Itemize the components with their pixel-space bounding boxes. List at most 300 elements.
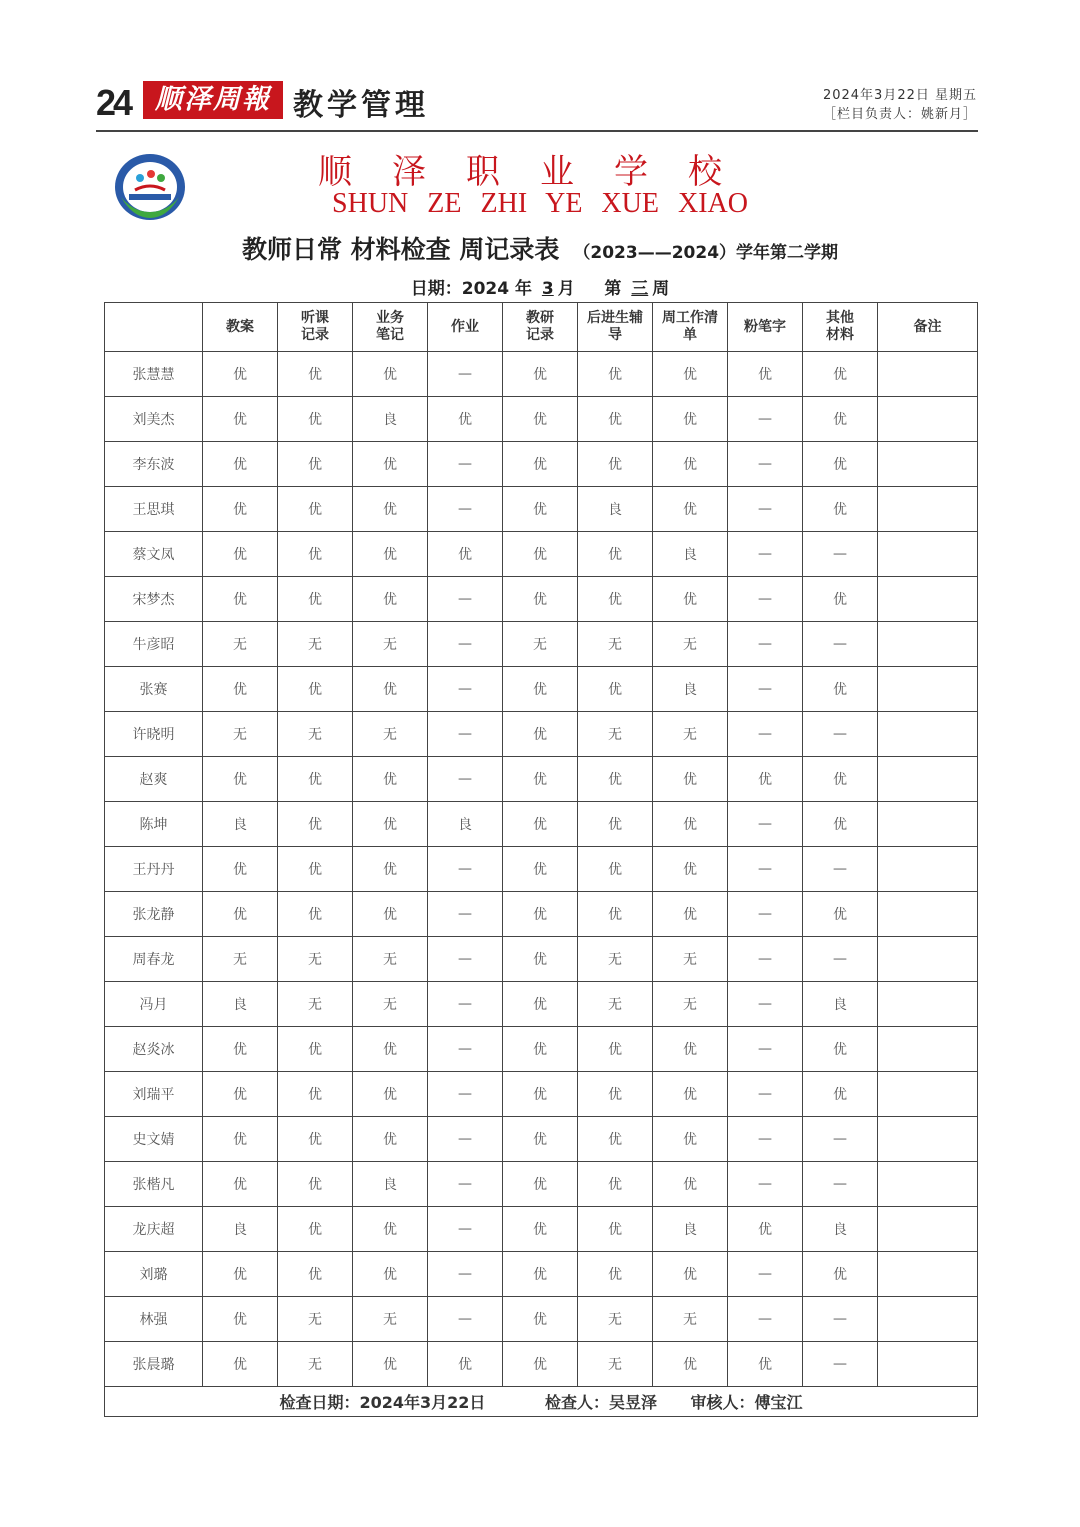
rating-cell: — — [728, 1162, 803, 1207]
rating-cell: 优 — [578, 1252, 653, 1297]
rating-cell — [878, 622, 978, 667]
table-row — [105, 892, 978, 937]
teacher-name: 刘瑞平 — [105, 1072, 203, 1117]
rating-cell: 无 — [278, 1342, 353, 1387]
teacher-name: 赵炎冰 — [105, 1027, 203, 1072]
rating-cell: — — [428, 352, 503, 397]
rating-cell: 优 — [203, 847, 278, 892]
rating-cell: — — [803, 937, 878, 982]
rating-cell: — — [728, 1117, 803, 1162]
rating-cell: — — [728, 802, 803, 847]
rating-cell: 优 — [503, 847, 578, 892]
rating-cell — [878, 847, 978, 892]
rating-cell: 优 — [203, 397, 278, 442]
rating-cell: 无 — [578, 1342, 653, 1387]
rating-cell: — — [728, 982, 803, 1027]
rating-cell — [878, 442, 978, 487]
rating-cell: 优 — [278, 352, 353, 397]
rating-cell: 无 — [578, 982, 653, 1027]
rating-cell: — — [803, 622, 878, 667]
rating-cell — [878, 1117, 978, 1162]
issue-date: 2024年3月22日 星期五 — [822, 88, 977, 103]
rating-cell: 优 — [353, 892, 428, 937]
week-label: 第 — [604, 279, 622, 299]
rating-cell: 优 — [803, 577, 878, 622]
rating-cell: — — [428, 622, 503, 667]
table-row — [105, 1297, 978, 1342]
rating-cell: 无 — [278, 1297, 353, 1342]
table-row — [105, 667, 978, 712]
teacher-name: 宋梦杰 — [105, 577, 203, 622]
rating-cell: 优 — [653, 487, 728, 532]
rating-cell: 优 — [353, 532, 428, 577]
rating-cell: 优 — [203, 1252, 278, 1297]
rating-cell — [878, 577, 978, 622]
rating-cell: 优 — [653, 1072, 728, 1117]
rating-cell: 优 — [503, 757, 578, 802]
issue-number: 24 — [96, 82, 131, 123]
rating-cell: 优 — [728, 1342, 803, 1387]
teacher-name: 李东波 — [105, 442, 203, 487]
rating-cell: 无 — [203, 937, 278, 982]
check-date: 检查日期：2024年3月22日 — [279, 1393, 486, 1412]
table-row — [105, 712, 978, 757]
rating-cell: 优 — [203, 1072, 278, 1117]
rating-cell: 无 — [353, 622, 428, 667]
rating-cell: — — [728, 892, 803, 937]
teacher-name: 张晨璐 — [105, 1342, 203, 1387]
teacher-name: 张慧慧 — [105, 352, 203, 397]
rating-cell: 良 — [353, 397, 428, 442]
column-header — [105, 303, 203, 352]
rating-cell: — — [428, 847, 503, 892]
rating-cell: 优 — [503, 667, 578, 712]
rating-cell: — — [428, 982, 503, 1027]
rating-cell — [878, 487, 978, 532]
rating-cell: 优 — [578, 1117, 653, 1162]
rating-cell: 优 — [428, 397, 503, 442]
rating-cell: 优 — [803, 1072, 878, 1117]
rating-cell: — — [728, 667, 803, 712]
rating-cell: 优 — [578, 667, 653, 712]
rating-cell: 良 — [428, 802, 503, 847]
rating-cell: 优 — [578, 577, 653, 622]
rating-cell: 优 — [503, 1297, 578, 1342]
rating-cell: 优 — [353, 1252, 428, 1297]
rating-cell: 优 — [578, 1162, 653, 1207]
teacher-name: 龙庆超 — [105, 1207, 203, 1252]
rating-cell: 优 — [578, 802, 653, 847]
rating-cell: 优 — [278, 1207, 353, 1252]
rating-cell — [878, 1342, 978, 1387]
column-header: 粉笔字 — [728, 303, 803, 352]
section-title: 教学管理 — [293, 88, 429, 123]
rating-cell: 优 — [353, 1072, 428, 1117]
rating-cell: — — [428, 937, 503, 982]
rating-cell — [878, 1162, 978, 1207]
rating-cell: 优 — [803, 892, 878, 937]
table-row — [105, 442, 978, 487]
rating-cell: — — [428, 1117, 503, 1162]
rating-cell: 良 — [653, 667, 728, 712]
rating-cell: 优 — [278, 397, 353, 442]
rating-cell: 优 — [728, 1207, 803, 1252]
form-term: （2023——2024）学年第二学期 — [573, 243, 839, 263]
rating-cell — [878, 532, 978, 577]
teacher-name: 蔡文凤 — [105, 532, 203, 577]
rating-cell: 无 — [278, 937, 353, 982]
rating-cell: — — [728, 577, 803, 622]
rating-cell: 优 — [278, 532, 353, 577]
rating-cell: 优 — [503, 1252, 578, 1297]
column-header: 周工作清 单 — [653, 303, 728, 352]
rating-cell: 优 — [653, 352, 728, 397]
rating-cell: 优 — [503, 1072, 578, 1117]
rating-cell: 优 — [278, 892, 353, 937]
rating-cell: 优 — [278, 667, 353, 712]
rating-cell: 良 — [203, 802, 278, 847]
form-title — [0, 230, 1080, 266]
rating-cell: — — [428, 1072, 503, 1117]
rating-cell: 优 — [653, 892, 728, 937]
rating-cell: 良 — [653, 1207, 728, 1252]
rating-cell: 优 — [653, 1027, 728, 1072]
rating-cell: 优 — [803, 667, 878, 712]
teacher-name: 牛彦昭 — [105, 622, 203, 667]
rating-cell: 优 — [578, 757, 653, 802]
rating-cell: 无 — [578, 1297, 653, 1342]
column-header: 教研 记录 — [503, 303, 578, 352]
rating-cell: 优 — [278, 802, 353, 847]
rating-cell: 优 — [428, 1342, 503, 1387]
table-row — [105, 982, 978, 1027]
column-header: 教案 — [203, 303, 278, 352]
rating-cell: 优 — [278, 1027, 353, 1072]
week-suffix: 周 — [652, 279, 670, 299]
rating-cell: 优 — [203, 1162, 278, 1207]
rating-cell: 优 — [803, 802, 878, 847]
table-header-row — [105, 303, 978, 352]
rating-cell: 优 — [203, 442, 278, 487]
table-row — [105, 1027, 978, 1072]
rating-cell: — — [728, 937, 803, 982]
rating-cell: 优 — [578, 532, 653, 577]
rating-cell: 无 — [278, 982, 353, 1027]
rating-cell: 优 — [278, 1162, 353, 1207]
school-name-en: SHUN ZE ZHI YE XUE XIAO — [332, 188, 748, 219]
rating-cell: — — [428, 1252, 503, 1297]
table-row — [105, 352, 978, 397]
rating-cell: 优 — [578, 352, 653, 397]
rating-cell: 优 — [803, 1027, 878, 1072]
rating-cell: — — [428, 1027, 503, 1072]
rating-cell: — — [428, 1297, 503, 1342]
rating-cell — [878, 757, 978, 802]
rating-cell: — — [428, 757, 503, 802]
rating-cell: 优 — [203, 1117, 278, 1162]
rating-cell: — — [428, 487, 503, 532]
rating-cell: 优 — [278, 757, 353, 802]
rating-cell: 优 — [653, 847, 728, 892]
table-row — [105, 577, 978, 622]
rating-cell: — — [803, 532, 878, 577]
rating-cell: 优 — [653, 577, 728, 622]
table-row — [105, 1342, 978, 1387]
footer-cell — [105, 1387, 978, 1417]
table-footer-row — [105, 1387, 978, 1417]
rating-cell: — — [728, 532, 803, 577]
rating-cell: 优 — [278, 1072, 353, 1117]
form-dateline — [0, 274, 1080, 299]
rating-cell: 良 — [353, 1162, 428, 1207]
rating-cell: — — [728, 1072, 803, 1117]
rating-cell: 优 — [203, 487, 278, 532]
table-row — [105, 397, 978, 442]
rating-cell: 良 — [203, 1207, 278, 1252]
rating-cell: 优 — [428, 532, 503, 577]
rating-cell: 优 — [653, 442, 728, 487]
rating-cell: 优 — [578, 397, 653, 442]
rating-cell: 优 — [653, 1342, 728, 1387]
table-row — [105, 622, 978, 667]
rating-cell: 优 — [803, 397, 878, 442]
rating-cell — [878, 1207, 978, 1252]
table-row — [105, 937, 978, 982]
rating-cell: 无 — [278, 622, 353, 667]
rating-cell: 优 — [503, 1342, 578, 1387]
teacher-name: 张龙静 — [105, 892, 203, 937]
rating-cell: — — [803, 847, 878, 892]
table-row — [105, 1207, 978, 1252]
rating-cell: 优 — [803, 352, 878, 397]
rating-cell: 优 — [353, 802, 428, 847]
rating-cell: 优 — [353, 1342, 428, 1387]
rating-cell: 优 — [503, 802, 578, 847]
teacher-name: 刘璐 — [105, 1252, 203, 1297]
table-row — [105, 757, 978, 802]
rating-cell — [878, 1072, 978, 1117]
rating-cell: 优 — [278, 442, 353, 487]
rating-cell: — — [803, 1342, 878, 1387]
rating-cell: 优 — [503, 982, 578, 1027]
rating-cell: 优 — [203, 1342, 278, 1387]
rating-cell: 无 — [578, 937, 653, 982]
rating-cell: 良 — [653, 532, 728, 577]
rating-cell: 优 — [578, 1027, 653, 1072]
rating-cell: — — [803, 1297, 878, 1342]
rating-cell: 优 — [503, 892, 578, 937]
rating-cell: 优 — [503, 532, 578, 577]
rating-cell: 优 — [653, 802, 728, 847]
rating-cell: 优 — [503, 442, 578, 487]
rating-cell: 良 — [803, 982, 878, 1027]
rating-cell: 优 — [278, 487, 353, 532]
teacher-name: 周春龙 — [105, 937, 203, 982]
column-header: 备注 — [878, 303, 978, 352]
table-row — [105, 802, 978, 847]
rating-cell: 优 — [728, 757, 803, 802]
school-logo-icon — [113, 152, 187, 222]
rating-cell — [878, 352, 978, 397]
teacher-name: 王丹丹 — [105, 847, 203, 892]
rating-cell: 优 — [353, 1117, 428, 1162]
rating-cell: 优 — [203, 892, 278, 937]
rating-cell: 优 — [578, 1072, 653, 1117]
date-label: 日期：2024 年 — [410, 279, 532, 299]
rating-cell — [878, 1297, 978, 1342]
rating-cell: 优 — [203, 577, 278, 622]
rating-cell: 优 — [503, 397, 578, 442]
rating-cell: — — [728, 487, 803, 532]
rating-cell: — — [728, 847, 803, 892]
rating-cell: — — [428, 442, 503, 487]
rating-cell: — — [728, 622, 803, 667]
rating-cell: 优 — [203, 1297, 278, 1342]
rating-cell: 优 — [578, 847, 653, 892]
rating-cell: 优 — [278, 1117, 353, 1162]
rating-cell: — — [428, 577, 503, 622]
month-label: 月 — [557, 279, 575, 299]
rating-cell: 无 — [653, 1297, 728, 1342]
rating-cell: 优 — [503, 937, 578, 982]
rating-cell — [878, 1252, 978, 1297]
rating-cell: 优 — [803, 1252, 878, 1297]
rating-cell: 优 — [203, 757, 278, 802]
rating-cell: 优 — [578, 892, 653, 937]
rating-cell: 优 — [278, 577, 353, 622]
rating-cell: 无 — [653, 622, 728, 667]
rating-cell: 优 — [353, 577, 428, 622]
table-row — [105, 1072, 978, 1117]
teacher-name: 刘美杰 — [105, 397, 203, 442]
rating-cell: 无 — [353, 982, 428, 1027]
rating-cell: 优 — [653, 1162, 728, 1207]
rating-cell — [878, 802, 978, 847]
rating-cell: 优 — [653, 397, 728, 442]
column-header: 其他 材料 — [803, 303, 878, 352]
rating-cell: 优 — [203, 352, 278, 397]
rating-cell: 无 — [203, 712, 278, 757]
column-header: 后进生辅 导 — [578, 303, 653, 352]
rating-cell — [878, 937, 978, 982]
rating-cell: 无 — [353, 937, 428, 982]
rating-cell: 优 — [203, 1027, 278, 1072]
school-name-cn: 顺泽职业学校 — [318, 152, 762, 192]
teacher-name: 王思琪 — [105, 487, 203, 532]
rating-cell: 无 — [353, 712, 428, 757]
paper-name-logo: 顺泽周報 — [143, 81, 283, 119]
rating-cell: 优 — [353, 667, 428, 712]
teacher-name: 赵爽 — [105, 757, 203, 802]
rating-cell: 优 — [353, 847, 428, 892]
rating-cell: 无 — [653, 712, 728, 757]
rating-cell — [878, 1027, 978, 1072]
rating-cell: 优 — [353, 1207, 428, 1252]
rating-cell: 优 — [203, 532, 278, 577]
rating-cell: 优 — [353, 352, 428, 397]
table-row — [105, 1117, 978, 1162]
rating-cell: 无 — [578, 622, 653, 667]
column-header: 听课 记录 — [278, 303, 353, 352]
table-row — [105, 487, 978, 532]
table-row — [105, 532, 978, 577]
rating-cell — [878, 397, 978, 442]
column-editor: ［栏目负责人：姚新月］ — [822, 107, 977, 122]
rating-cell: 优 — [353, 442, 428, 487]
rating-cell: 无 — [203, 622, 278, 667]
teacher-name: 许晓明 — [105, 712, 203, 757]
rating-cell: 优 — [653, 1252, 728, 1297]
rating-cell: — — [728, 1297, 803, 1342]
rating-cell — [878, 712, 978, 757]
teacher-name: 张楷凡 — [105, 1162, 203, 1207]
rating-cell: 优 — [803, 757, 878, 802]
column-header: 作业 — [428, 303, 503, 352]
rating-cell: 无 — [653, 982, 728, 1027]
rating-cell: 无 — [278, 712, 353, 757]
checker: 检查人：吴昱泽 — [544, 1393, 657, 1412]
rating-cell: — — [428, 1162, 503, 1207]
rating-cell: 优 — [203, 667, 278, 712]
rating-cell: 良 — [203, 982, 278, 1027]
table-row — [105, 1162, 978, 1207]
rating-cell: 无 — [578, 712, 653, 757]
rating-cell: — — [728, 442, 803, 487]
rating-cell: 优 — [503, 487, 578, 532]
rating-cell — [878, 982, 978, 1027]
rating-cell: 良 — [803, 1207, 878, 1252]
rating-cell: — — [803, 1117, 878, 1162]
rating-cell: — — [728, 1252, 803, 1297]
column-header: 业务 笔记 — [353, 303, 428, 352]
teacher-name: 史文婧 — [105, 1117, 203, 1162]
rating-cell: 优 — [653, 757, 728, 802]
table-row — [105, 847, 978, 892]
rating-cell: 优 — [503, 577, 578, 622]
rating-cell: — — [428, 712, 503, 757]
rating-cell: 优 — [728, 352, 803, 397]
rating-cell: — — [428, 892, 503, 937]
rating-cell: — — [803, 712, 878, 757]
rating-cell: — — [728, 712, 803, 757]
rating-cell: 优 — [578, 442, 653, 487]
rating-cell: 优 — [503, 1207, 578, 1252]
rating-cell: 优 — [353, 487, 428, 532]
teacher-name: 林强 — [105, 1297, 203, 1342]
table-row — [105, 1252, 978, 1297]
week-value: 三 — [631, 279, 649, 299]
form-title-main: 教师日常 材料检查 周记录表 — [241, 235, 560, 264]
rating-cell: 优 — [503, 712, 578, 757]
inspection-table — [104, 302, 978, 1417]
rating-cell: 无 — [503, 622, 578, 667]
rating-cell: 优 — [803, 487, 878, 532]
rating-cell: 优 — [503, 1027, 578, 1072]
header-divider — [96, 130, 978, 132]
rating-cell: 优 — [503, 1117, 578, 1162]
rating-cell: 优 — [353, 757, 428, 802]
rating-cell: 优 — [278, 1252, 353, 1297]
rating-cell: 优 — [278, 847, 353, 892]
rating-cell: — — [728, 397, 803, 442]
rating-cell: 优 — [803, 442, 878, 487]
rating-cell: — — [428, 667, 503, 712]
rating-cell: — — [428, 1207, 503, 1252]
rating-cell — [878, 667, 978, 712]
teacher-name: 陈坤 — [105, 802, 203, 847]
rating-cell: 优 — [653, 1117, 728, 1162]
teacher-name: 张赛 — [105, 667, 203, 712]
